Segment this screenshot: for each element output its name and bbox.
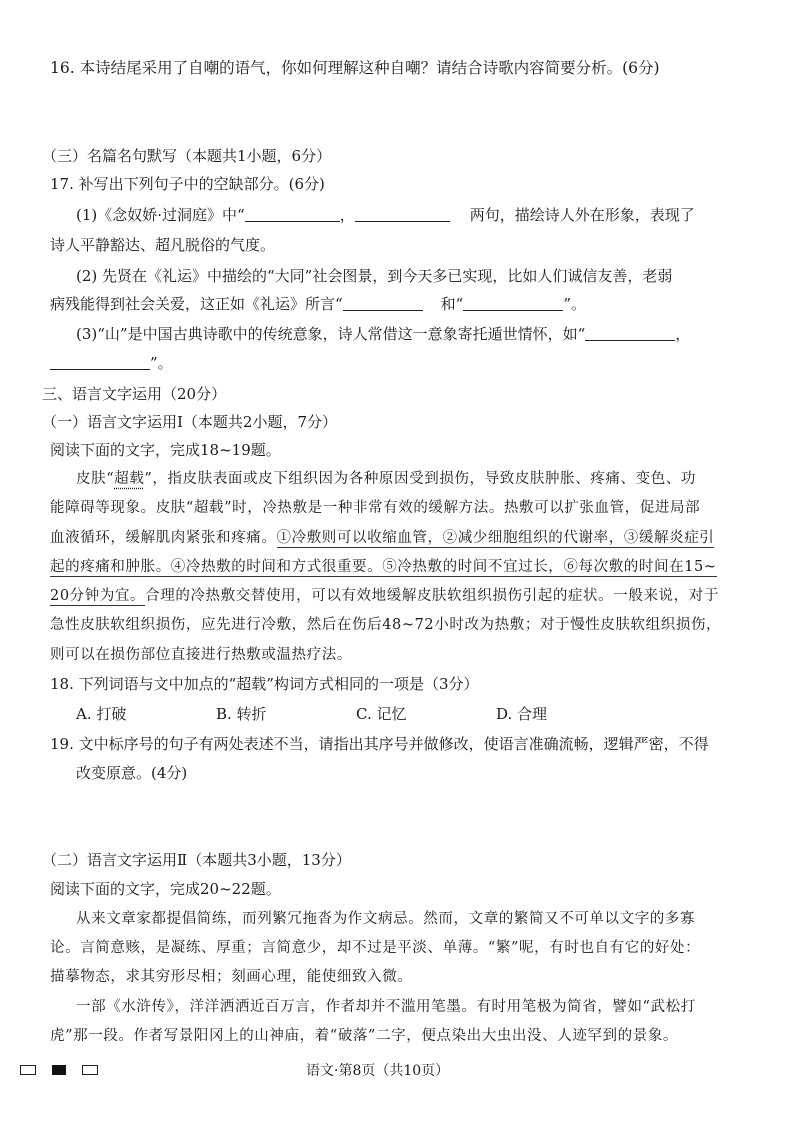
answer-blank[interactable] <box>355 205 450 222</box>
question-17-part-3-cont <box>50 351 173 375</box>
subsection-2-heading: （二）语言文字运用Ⅱ（本题共3小题，13分） <box>42 851 351 869</box>
passage-2-line-3: 描摹物态，求其穷形尽相；刻画心理，能使细致入微。 <box>50 969 413 985</box>
question-18-stem: 18. 下列词语与文中加点的“超载”构词方式相同的一项是（3分） <box>50 675 479 693</box>
question-17-part-1-cont: 诗人平静豁达、超凡脱俗的气度。 <box>50 236 276 254</box>
part-3-heading: 三、语言文字运用（20分） <box>42 385 227 403</box>
passage-1-line-1 <box>76 467 696 491</box>
q18-option-a[interactable]: A. 打破 <box>76 705 127 723</box>
dotted-term-chaozai: 超载 <box>114 471 145 487</box>
passage-1-text: 皮肤“ <box>76 471 115 487</box>
underlined-numbered-sentences: 20分钟为宜。 <box>50 588 146 604</box>
question-17-part-2-cont <box>50 292 586 316</box>
q17-p3-text-b: ， <box>675 325 691 343</box>
passage-1-line-5 <box>50 584 719 608</box>
page-footer <box>0 1059 800 1083</box>
answer-blank[interactable] <box>343 294 423 311</box>
q17-p2-text-c: 和“ <box>440 295 464 313</box>
passage-1-line-2: 能障碍等现象。皮肤“超载”时，冷热敷是一种非常有效的缓解方法。热敷可以扩张血管，促进局部 <box>50 500 701 516</box>
q17-p1-text-a: (1)《念奴娇·过洞庭》中“ <box>76 206 245 224</box>
passage-1-line-3 <box>50 526 714 550</box>
outline-rectangle-icon <box>20 1065 36 1075</box>
passage-1-text: 血液循环，缓解肌肉紧张和疼痛。 <box>50 530 277 546</box>
q17-p1-text-b: ， <box>339 206 355 224</box>
q17-p3-text-a: (3)“山”是中国古典诗歌中的传统意象，诗人常借这一意象寄托遁世情怀，如“ <box>76 325 586 343</box>
question-17-part-3 <box>76 322 690 346</box>
q17-p2-text-d: ”。 <box>563 295 587 313</box>
filled-rectangle-icon <box>52 1065 66 1075</box>
q18-option-d[interactable]: D. 合理 <box>496 705 548 723</box>
outline-rectangle-icon <box>82 1065 98 1075</box>
answer-blank[interactable] <box>245 205 340 222</box>
reading-instruction-2: 阅读下面的文字，完成20~22题。 <box>50 880 281 898</box>
question-19-line-2: 改变原意。(4分) <box>76 764 188 782</box>
question-16: 16. 本诗结尾采用了自嘲的语气，你如何理解这种自嘲？请结合诗歌内容简要分析。(6分) <box>50 59 660 77</box>
passage-1-line-4 <box>50 555 717 579</box>
passage-1-line-7: 则可以在损伤部位直接进行热敷或温热疗法。 <box>50 647 352 663</box>
passage-2-line-5: 虎”那一段。作者写景阳冈上的山神庙，着“破落”二字，便点染出大虫出没、人迹罕到的景象。 <box>50 1028 679 1044</box>
section-3-heading: （三）名篇名句默写（本题共1小题，6分） <box>42 147 332 165</box>
question-19-line-1: 19. 文中标序号的句子有两处表述不当，请指出其序号并做修改，使语言准确流畅，逻辑严密，不得 <box>50 735 709 753</box>
answer-blank[interactable] <box>50 353 150 370</box>
passage-2-line-2: 论。言简意赅，是凝练、厚重；言简意少，却不过是平淡、单薄。“繁”呢，有时也自有它的好处： <box>50 940 701 956</box>
passage-1-line-6: 急性皮肤软组织损伤，应先进行冷敷，然后在伤后48~72小时改为热敷；对于慢性皮肤软组织损伤， <box>50 617 722 633</box>
reading-instruction-1: 阅读下面的文字，完成18~19题。 <box>50 441 281 459</box>
q17-p2-text-b: 病残能得到社会关爱，这正如《礼运》所言“ <box>50 295 343 313</box>
answer-blank[interactable] <box>585 324 675 341</box>
q18-option-b[interactable]: B. 转折 <box>216 705 267 723</box>
passage-2-line-1: 从来文章家都提倡简练，而列繁冗拖沓为作文病忌。然而，文章的繁简又不可单以文字的多寡 <box>76 911 696 927</box>
passage-1-text: 合理的冷热敷交替使用，可以有效地缓解皮肤软组织损伤引起的症状。一般来说，对于 <box>145 588 719 604</box>
subsection-1-heading: （一）语言文字运用Ⅰ（本题共2小题，7分） <box>42 413 338 431</box>
passage-1-text: ”，指皮肤表面或皮下组织因为各种原因受到损伤，导致皮肤肿胀、疼痛、变色、功 <box>144 471 697 487</box>
q17-p1-text-c: 两句，描绘诗人外在形象，表现了 <box>469 206 695 224</box>
underlined-numbered-sentences: 起的疼痛和肿胀。④冷热敷的时间和方式很重要。⑤冷热敷的时间不宜过长，⑥每次敷的时间在15~ <box>50 559 717 575</box>
q18-option-c[interactable]: C. 记忆 <box>356 705 407 723</box>
underlined-numbered-sentences: ①冷敷则可以收缩血管，②减少细胞组织的代谢率，③缓解炎症引 <box>276 530 715 546</box>
answer-blank[interactable] <box>463 294 563 311</box>
passage-2-line-4: 一部《水浒传》，洋洋洒洒近百万言，作者却并不滥用笔墨。有时用笔极为简省，譬如“武松打 <box>76 999 696 1015</box>
page-number: 语文·第8页（共10页） <box>306 1063 450 1079</box>
question-17-stem: 17. 补写出下列句子中的空缺部分。(6分) <box>50 175 325 193</box>
question-17-part-1 <box>76 203 695 227</box>
question-17-part-2: (2) 先贤在《礼运》中描绘的“大同”社会图景，到今天多已实现，比如人们诚信友善，老弱 <box>76 267 673 285</box>
q17-p3-text-c: ”。 <box>150 354 173 372</box>
